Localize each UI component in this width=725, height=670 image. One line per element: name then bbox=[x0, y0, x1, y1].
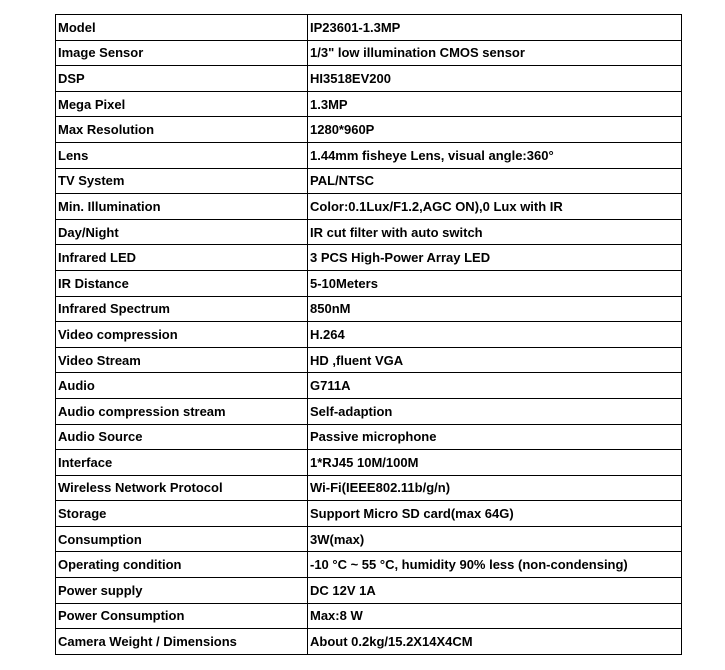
spec-label-cell: Power supply bbox=[56, 578, 308, 604]
table-row bbox=[56, 245, 682, 271]
table-row bbox=[56, 117, 682, 143]
spec-table-body bbox=[56, 15, 682, 655]
spec-label-cell: Camera Weight / Dimensions bbox=[56, 629, 308, 655]
table-row bbox=[56, 424, 682, 450]
table-row bbox=[56, 578, 682, 604]
spec-label-cell: Model bbox=[56, 15, 308, 41]
spec-value-cell: 1.44mm fisheye Lens, visual angle:360° bbox=[308, 142, 682, 168]
table-row bbox=[56, 501, 682, 527]
spec-value-cell: Color:0.1Lux/F1.2,AGC ON),0 Lux with IR bbox=[308, 194, 682, 220]
table-row bbox=[56, 15, 682, 41]
table-row bbox=[56, 450, 682, 476]
table-row bbox=[56, 168, 682, 194]
spec-value-cell: 5-10Meters bbox=[308, 270, 682, 296]
table-row bbox=[56, 66, 682, 92]
spec-label-cell: Mega Pixel bbox=[56, 91, 308, 117]
spec-label-cell: Image Sensor bbox=[56, 40, 308, 66]
spec-value-cell: G711A bbox=[308, 373, 682, 399]
spec-value-cell: IP23601-1.3MP bbox=[308, 15, 682, 41]
spec-value-cell: DC 12V 1A bbox=[308, 578, 682, 604]
table-row bbox=[56, 296, 682, 322]
spec-label-cell: Audio bbox=[56, 373, 308, 399]
spec-label-cell: Operating condition bbox=[56, 552, 308, 578]
spec-value-cell: 1280*960P bbox=[308, 117, 682, 143]
spec-value-cell: IR cut filter with auto switch bbox=[308, 219, 682, 245]
table-row bbox=[56, 40, 682, 66]
spec-label-cell: Video compression bbox=[56, 322, 308, 348]
table-row bbox=[56, 475, 682, 501]
spec-value-cell: 1*RJ45 10M/100M bbox=[308, 450, 682, 476]
spec-label-cell: Video Stream bbox=[56, 347, 308, 373]
spec-value-cell: 1/3" low illumination CMOS sensor bbox=[308, 40, 682, 66]
table-row bbox=[56, 142, 682, 168]
table-row bbox=[56, 603, 682, 629]
table-row bbox=[56, 91, 682, 117]
spec-label-cell: Interface bbox=[56, 450, 308, 476]
table-row bbox=[56, 322, 682, 348]
table-row bbox=[56, 629, 682, 655]
spec-value-cell: -10 °C ~ 55 °C, humidity 90% less (non-condensing) bbox=[308, 552, 682, 578]
table-row bbox=[56, 270, 682, 296]
spec-table bbox=[55, 14, 682, 655]
spec-label-cell: Wireless Network Protocol bbox=[56, 475, 308, 501]
spec-value-cell: Self-adaption bbox=[308, 398, 682, 424]
table-row bbox=[56, 552, 682, 578]
spec-label-cell: TV System bbox=[56, 168, 308, 194]
spec-value-cell: Max:8 W bbox=[308, 603, 682, 629]
spec-value-cell: 1.3MP bbox=[308, 91, 682, 117]
spec-label-cell: Audio compression stream bbox=[56, 398, 308, 424]
spec-value-cell: 850nM bbox=[308, 296, 682, 322]
spec-label-cell: Min. Illumination bbox=[56, 194, 308, 220]
spec-value-cell: Support Micro SD card(max 64G) bbox=[308, 501, 682, 527]
spec-label-cell: Consumption bbox=[56, 526, 308, 552]
table-row bbox=[56, 347, 682, 373]
spec-label-cell: DSP bbox=[56, 66, 308, 92]
spec-label-cell: Power Consumption bbox=[56, 603, 308, 629]
spec-value-cell: PAL/NTSC bbox=[308, 168, 682, 194]
spec-label-cell: Lens bbox=[56, 142, 308, 168]
spec-value-cell: H.264 bbox=[308, 322, 682, 348]
spec-value-cell: Passive microphone bbox=[308, 424, 682, 450]
spec-value-cell: HI3518EV200 bbox=[308, 66, 682, 92]
spec-value-cell: About 0.2kg/15.2X14X4CM bbox=[308, 629, 682, 655]
spec-label-cell: Infrared Spectrum bbox=[56, 296, 308, 322]
spec-value-cell: Wi-Fi(IEEE802.11b/g/n) bbox=[308, 475, 682, 501]
table-row bbox=[56, 373, 682, 399]
spec-label-cell: Storage bbox=[56, 501, 308, 527]
table-row bbox=[56, 219, 682, 245]
spec-value-cell: 3 PCS High-Power Array LED bbox=[308, 245, 682, 271]
table-row bbox=[56, 194, 682, 220]
spec-label-cell: Infrared LED bbox=[56, 245, 308, 271]
table-row bbox=[56, 398, 682, 424]
spec-value-cell: HD ,fluent VGA bbox=[308, 347, 682, 373]
spec-label-cell: IR Distance bbox=[56, 270, 308, 296]
table-row bbox=[56, 526, 682, 552]
spec-label-cell: Day/Night bbox=[56, 219, 308, 245]
spec-value-cell: 3W(max) bbox=[308, 526, 682, 552]
spec-label-cell: Audio Source bbox=[56, 424, 308, 450]
spec-label-cell: Max Resolution bbox=[56, 117, 308, 143]
